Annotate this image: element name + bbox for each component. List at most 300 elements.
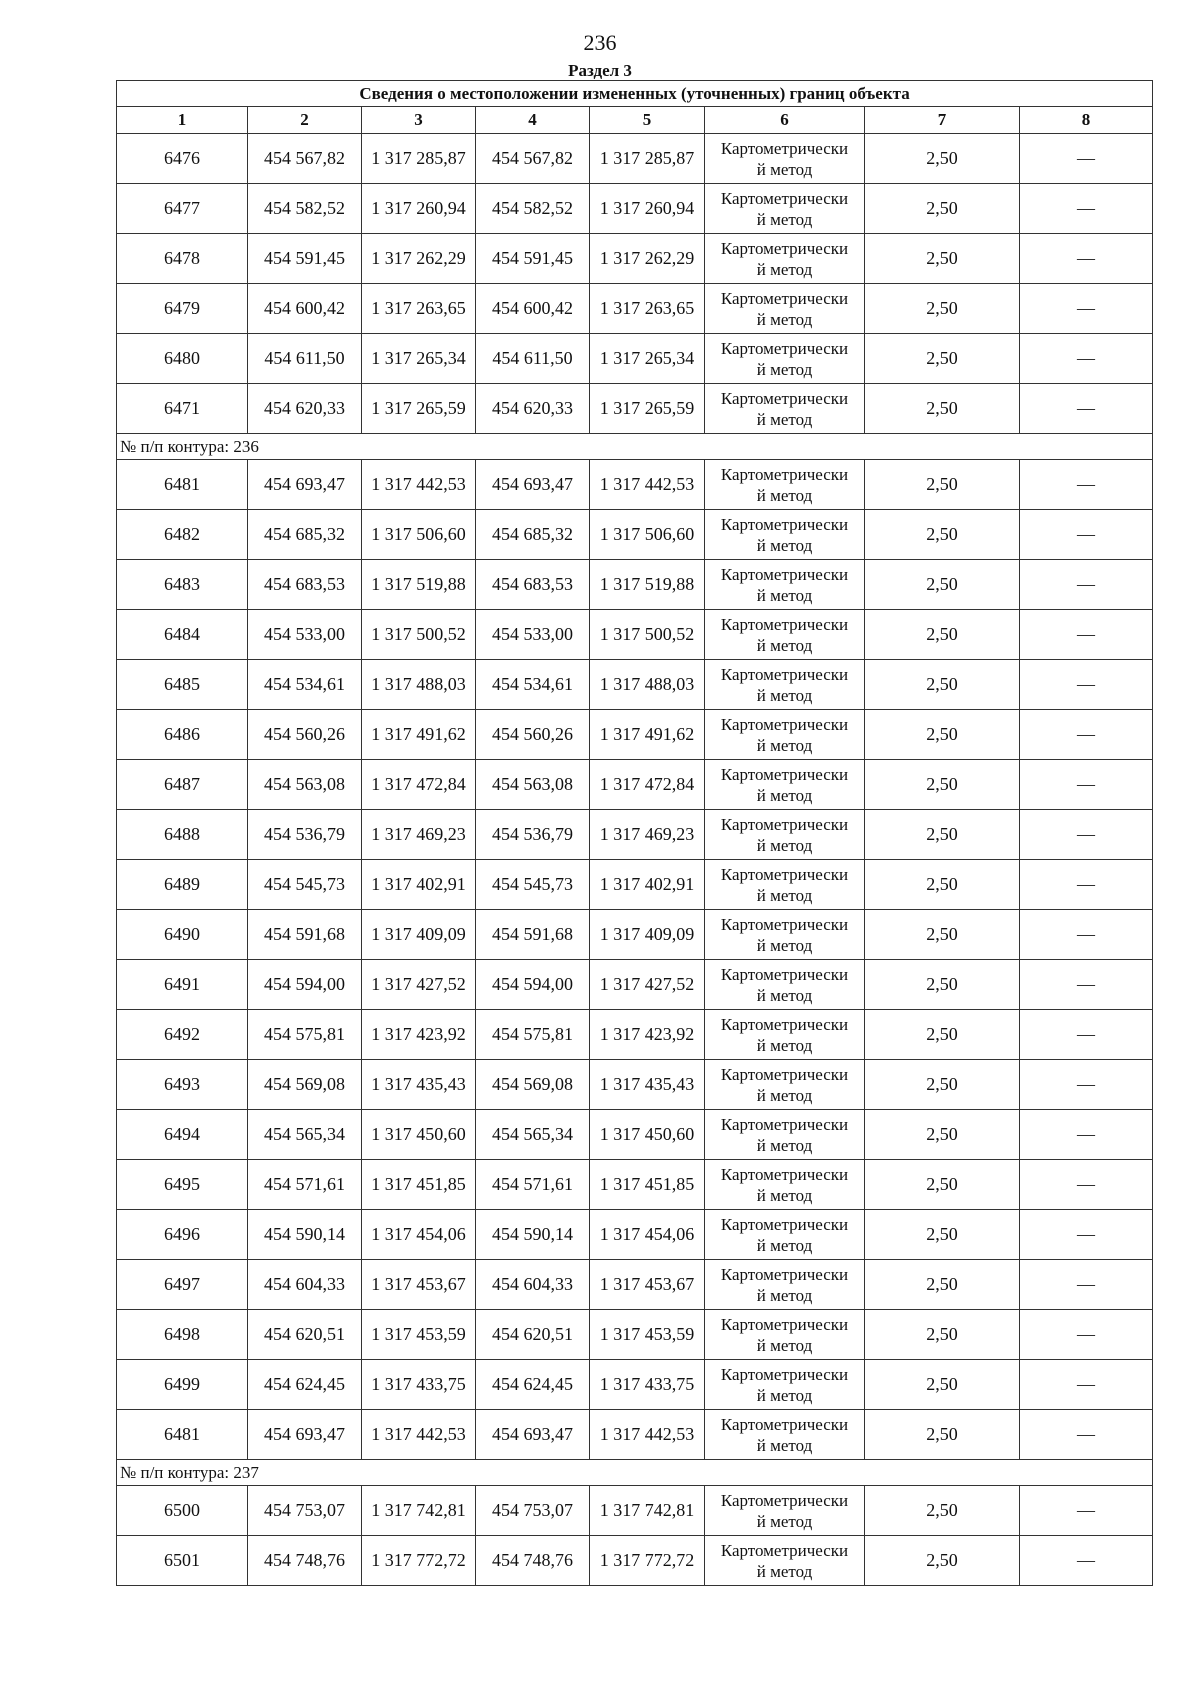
cell-method bbox=[705, 860, 865, 910]
cell-c2: 454 753,07 bbox=[248, 1486, 362, 1536]
cell-c7: 2,50 bbox=[865, 860, 1020, 910]
cell-c4: 454 575,81 bbox=[476, 1010, 590, 1060]
cell-method bbox=[705, 1110, 865, 1160]
cell-c1: 6496 bbox=[117, 1210, 248, 1260]
cell-c7: 2,50 bbox=[865, 810, 1020, 860]
table-row bbox=[117, 760, 1153, 810]
cell-method bbox=[705, 1260, 865, 1310]
cell-c7: 2,50 bbox=[865, 1010, 1020, 1060]
method-line-2: й метод bbox=[756, 1185, 813, 1205]
cell-c2: 454 620,51 bbox=[248, 1310, 362, 1360]
method-line-2: й метод bbox=[756, 209, 813, 229]
cell-c3: 1 317 500,52 bbox=[362, 610, 476, 660]
cell-c8: — bbox=[1020, 184, 1153, 234]
table-row bbox=[117, 560, 1153, 610]
cell-c5: 1 317 519,88 bbox=[590, 560, 705, 610]
cell-c7: 2,50 bbox=[865, 1210, 1020, 1260]
table-row bbox=[117, 134, 1153, 184]
method-line-1: Картометрически bbox=[720, 238, 849, 258]
cell-c5: 1 317 402,91 bbox=[590, 860, 705, 910]
cell-c7: 2,50 bbox=[865, 910, 1020, 960]
table-row bbox=[117, 460, 1153, 510]
cell-c5: 1 317 453,67 bbox=[590, 1260, 705, 1310]
cell-c4: 454 604,33 bbox=[476, 1260, 590, 1310]
cell-c4: 454 620,33 bbox=[476, 384, 590, 434]
cell-c4: 454 683,53 bbox=[476, 560, 590, 610]
cell-c4: 454 571,61 bbox=[476, 1160, 590, 1210]
cell-c1: 6477 bbox=[117, 184, 248, 234]
table-row bbox=[117, 610, 1153, 660]
method-line-1: Картометрически bbox=[720, 814, 849, 834]
cell-c3: 1 317 263,65 bbox=[362, 284, 476, 334]
cell-method bbox=[705, 560, 865, 610]
cell-c7: 2,50 bbox=[865, 560, 1020, 610]
cell-c3: 1 317 772,72 bbox=[362, 1536, 476, 1586]
method-line-1: Картометрически bbox=[720, 664, 849, 684]
cell-c8: — bbox=[1020, 1360, 1153, 1410]
cell-c5: 1 317 506,60 bbox=[590, 510, 705, 560]
method-line-1: Картометрически bbox=[720, 914, 849, 934]
cell-c1: 6500 bbox=[117, 1486, 248, 1536]
cell-c5: 1 317 453,59 bbox=[590, 1310, 705, 1360]
cell-c2: 454 567,82 bbox=[248, 134, 362, 184]
cell-c3: 1 317 472,84 bbox=[362, 760, 476, 810]
cell-c5: 1 317 488,03 bbox=[590, 660, 705, 710]
cell-method bbox=[705, 234, 865, 284]
cell-c8: — bbox=[1020, 1110, 1153, 1160]
cell-c5: 1 317 454,06 bbox=[590, 1210, 705, 1260]
cell-c5: 1 317 500,52 bbox=[590, 610, 705, 660]
cell-method bbox=[705, 1160, 865, 1210]
cell-c1: 6489 bbox=[117, 860, 248, 910]
cell-c2: 454 575,81 bbox=[248, 1010, 362, 1060]
cell-c7: 2,50 bbox=[865, 1410, 1020, 1460]
method-line-1: Картометрически bbox=[720, 564, 849, 584]
cell-c5: 1 317 265,34 bbox=[590, 334, 705, 384]
table-row bbox=[117, 510, 1153, 560]
method-line-1: Картометрически bbox=[720, 1490, 849, 1510]
cell-method bbox=[705, 710, 865, 760]
method-line-2: й метод bbox=[756, 359, 813, 379]
method-line-2: й метод bbox=[756, 1385, 813, 1405]
method-line-2: й метод bbox=[756, 1561, 813, 1581]
method-line-1: Картометрически bbox=[720, 864, 849, 884]
method-line-1: Картометрически bbox=[720, 388, 849, 408]
cell-c8: — bbox=[1020, 860, 1153, 910]
cell-c3: 1 317 265,59 bbox=[362, 384, 476, 434]
cell-c4: 454 611,50 bbox=[476, 334, 590, 384]
cell-c4: 454 533,00 bbox=[476, 610, 590, 660]
cell-c4: 454 748,76 bbox=[476, 1536, 590, 1586]
method-line-2: й метод bbox=[756, 685, 813, 705]
cell-method bbox=[705, 1010, 865, 1060]
cell-method bbox=[705, 960, 865, 1010]
cell-c1: 6479 bbox=[117, 284, 248, 334]
cell-c1: 6481 bbox=[117, 460, 248, 510]
method-line-2: й метод bbox=[756, 1135, 813, 1155]
cell-c8: — bbox=[1020, 710, 1153, 760]
column-number-header: 1 bbox=[117, 107, 248, 134]
cell-c2: 454 620,33 bbox=[248, 384, 362, 434]
cell-c4: 454 567,82 bbox=[476, 134, 590, 184]
method-line-1: Картометрически bbox=[720, 1264, 849, 1284]
cell-c8: — bbox=[1020, 1536, 1153, 1586]
column-number-header: 7 bbox=[865, 107, 1020, 134]
cell-c4: 454 753,07 bbox=[476, 1486, 590, 1536]
cell-c4: 454 624,45 bbox=[476, 1360, 590, 1410]
cell-c2: 454 693,47 bbox=[248, 460, 362, 510]
cell-c3: 1 317 285,87 bbox=[362, 134, 476, 184]
cell-c2: 454 591,45 bbox=[248, 234, 362, 284]
cell-c1: 6499 bbox=[117, 1360, 248, 1410]
cell-c2: 454 565,34 bbox=[248, 1110, 362, 1160]
cell-method bbox=[705, 810, 865, 860]
cell-c4: 454 685,32 bbox=[476, 510, 590, 560]
cell-c8: — bbox=[1020, 760, 1153, 810]
table-row bbox=[117, 334, 1153, 384]
method-line-2: й метод bbox=[756, 1085, 813, 1105]
method-line-1: Картометрически bbox=[720, 964, 849, 984]
cell-c7: 2,50 bbox=[865, 460, 1020, 510]
cell-c8: — bbox=[1020, 234, 1153, 284]
method-line-1: Картометрически bbox=[720, 1164, 849, 1184]
cell-c4: 454 693,47 bbox=[476, 1410, 590, 1460]
cell-c3: 1 317 423,92 bbox=[362, 1010, 476, 1060]
table-row bbox=[117, 1110, 1153, 1160]
page-number: 236 bbox=[583, 30, 617, 55]
column-number-header: 5 bbox=[590, 107, 705, 134]
method-line-1: Картометрически bbox=[720, 514, 849, 534]
cell-method bbox=[705, 134, 865, 184]
cell-c1: 6481 bbox=[117, 1410, 248, 1460]
cell-c4: 454 600,42 bbox=[476, 284, 590, 334]
column-number-header: 8 bbox=[1020, 107, 1153, 134]
cell-c2: 454 683,53 bbox=[248, 560, 362, 610]
cell-c8: — bbox=[1020, 960, 1153, 1010]
method-line-1: Картометрически bbox=[720, 1364, 849, 1384]
method-line-1: Картометрически bbox=[720, 288, 849, 308]
cell-c8: — bbox=[1020, 1310, 1153, 1360]
method-line-1: Картометрически bbox=[720, 1414, 849, 1434]
cell-c5: 1 317 260,94 bbox=[590, 184, 705, 234]
cell-c3: 1 317 409,09 bbox=[362, 910, 476, 960]
cell-c5: 1 317 469,23 bbox=[590, 810, 705, 860]
table-row bbox=[117, 660, 1153, 710]
column-number-row bbox=[117, 107, 1153, 134]
cell-c2: 454 604,33 bbox=[248, 1260, 362, 1310]
cell-c8: — bbox=[1020, 1486, 1153, 1536]
method-line-1: Картометрически bbox=[720, 138, 849, 158]
cell-c8: — bbox=[1020, 334, 1153, 384]
cell-c1: 6485 bbox=[117, 660, 248, 710]
cell-c7: 2,50 bbox=[865, 1160, 1020, 1210]
method-line-2: й метод bbox=[756, 1511, 813, 1531]
cell-c7: 2,50 bbox=[865, 1060, 1020, 1110]
method-line-1: Картометрически bbox=[720, 1064, 849, 1084]
cell-c4: 454 565,34 bbox=[476, 1110, 590, 1160]
cell-method bbox=[705, 284, 865, 334]
cell-method bbox=[705, 1210, 865, 1260]
cell-c3: 1 317 453,67 bbox=[362, 1260, 476, 1310]
cell-c8: — bbox=[1020, 1260, 1153, 1310]
cell-c1: 6471 bbox=[117, 384, 248, 434]
cell-c8: — bbox=[1020, 1160, 1153, 1210]
cell-method bbox=[705, 610, 865, 660]
cell-c1: 6494 bbox=[117, 1110, 248, 1160]
table-row bbox=[117, 1486, 1153, 1536]
cell-c5: 1 317 450,60 bbox=[590, 1110, 705, 1160]
cell-c3: 1 317 433,75 bbox=[362, 1360, 476, 1410]
column-number-header: 3 bbox=[362, 107, 476, 134]
cell-c2: 454 569,08 bbox=[248, 1060, 362, 1110]
method-line-2: й метод bbox=[756, 635, 813, 655]
table-row bbox=[117, 860, 1153, 910]
cell-c3: 1 317 491,62 bbox=[362, 710, 476, 760]
cell-c7: 2,50 bbox=[865, 1110, 1020, 1160]
table-row bbox=[117, 184, 1153, 234]
cell-c2: 454 563,08 bbox=[248, 760, 362, 810]
method-line-2: й метод bbox=[756, 835, 813, 855]
cell-c2: 454 582,52 bbox=[248, 184, 362, 234]
cell-method bbox=[705, 184, 865, 234]
cell-c5: 1 317 263,65 bbox=[590, 284, 705, 334]
cell-c4: 454 560,26 bbox=[476, 710, 590, 760]
cell-c5: 1 317 285,87 bbox=[590, 134, 705, 184]
cell-c5: 1 317 433,75 bbox=[590, 1360, 705, 1410]
contour-row bbox=[117, 1460, 1153, 1486]
cell-c1: 6476 bbox=[117, 134, 248, 184]
method-line-2: й метод bbox=[756, 409, 813, 429]
method-line-2: й метод bbox=[756, 159, 813, 179]
method-line-2: й метод bbox=[756, 985, 813, 1005]
method-line-1: Картометрически bbox=[720, 1214, 849, 1234]
cell-c4: 454 536,79 bbox=[476, 810, 590, 860]
cell-c5: 1 317 427,52 bbox=[590, 960, 705, 1010]
cell-c1: 6484 bbox=[117, 610, 248, 660]
cell-c1: 6486 bbox=[117, 710, 248, 760]
cell-c4: 454 563,08 bbox=[476, 760, 590, 810]
cell-c1: 6482 bbox=[117, 510, 248, 560]
cell-c5: 1 317 451,85 bbox=[590, 1160, 705, 1210]
table-row bbox=[117, 1060, 1153, 1110]
cell-c4: 454 693,47 bbox=[476, 460, 590, 510]
cell-c5: 1 317 442,53 bbox=[590, 1410, 705, 1460]
cell-c7: 2,50 bbox=[865, 660, 1020, 710]
boundary-coordinates-table bbox=[116, 80, 1153, 1586]
method-line-1: Картометрически bbox=[720, 464, 849, 484]
cell-c1: 6497 bbox=[117, 1260, 248, 1310]
cell-c8: — bbox=[1020, 510, 1153, 560]
cell-c3: 1 317 442,53 bbox=[362, 460, 476, 510]
cell-c4: 454 590,14 bbox=[476, 1210, 590, 1260]
cell-method bbox=[705, 1536, 865, 1586]
cell-c2: 454 534,61 bbox=[248, 660, 362, 710]
cell-c7: 2,50 bbox=[865, 1260, 1020, 1310]
cell-c1: 6487 bbox=[117, 760, 248, 810]
cell-c4: 454 534,61 bbox=[476, 660, 590, 710]
cell-c8: — bbox=[1020, 284, 1153, 334]
contour-label: № п/п контура: 237 bbox=[117, 1460, 1153, 1486]
cell-c8: — bbox=[1020, 660, 1153, 710]
method-line-2: й метод bbox=[756, 1335, 813, 1355]
cell-c2: 454 624,45 bbox=[248, 1360, 362, 1410]
cell-c3: 1 317 402,91 bbox=[362, 860, 476, 910]
table-row bbox=[117, 810, 1153, 860]
cell-c3: 1 317 519,88 bbox=[362, 560, 476, 610]
cell-c8: — bbox=[1020, 610, 1153, 660]
cell-c5: 1 317 472,84 bbox=[590, 760, 705, 810]
method-line-1: Картометрически bbox=[720, 338, 849, 358]
table-row bbox=[117, 284, 1153, 334]
cell-c7: 2,50 bbox=[865, 610, 1020, 660]
contour-label: № п/п контура: 236 bbox=[117, 434, 1153, 460]
cell-c3: 1 317 469,23 bbox=[362, 810, 476, 860]
cell-c5: 1 317 742,81 bbox=[590, 1486, 705, 1536]
cell-method bbox=[705, 910, 865, 960]
cell-c3: 1 317 260,94 bbox=[362, 184, 476, 234]
cell-c1: 6490 bbox=[117, 910, 248, 960]
cell-method bbox=[705, 334, 865, 384]
cell-c5: 1 317 409,09 bbox=[590, 910, 705, 960]
cell-c7: 2,50 bbox=[865, 1310, 1020, 1360]
cell-method bbox=[705, 384, 865, 434]
cell-c3: 1 317 488,03 bbox=[362, 660, 476, 710]
cell-c2: 454 536,79 bbox=[248, 810, 362, 860]
cell-c8: — bbox=[1020, 1060, 1153, 1110]
table-row bbox=[117, 384, 1153, 434]
method-line-2: й метод bbox=[756, 485, 813, 505]
cell-c7: 2,50 bbox=[865, 234, 1020, 284]
cell-c2: 454 591,68 bbox=[248, 910, 362, 960]
cell-c7: 2,50 bbox=[865, 710, 1020, 760]
cell-c3: 1 317 450,60 bbox=[362, 1110, 476, 1160]
cell-method bbox=[705, 1360, 865, 1410]
cell-method bbox=[705, 660, 865, 710]
cell-c3: 1 317 427,52 bbox=[362, 960, 476, 1010]
cell-c2: 454 748,76 bbox=[248, 1536, 362, 1586]
cell-c1: 6498 bbox=[117, 1310, 248, 1360]
cell-c2: 454 594,00 bbox=[248, 960, 362, 1010]
table-row bbox=[117, 1010, 1153, 1060]
cell-c1: 6478 bbox=[117, 234, 248, 284]
cell-c7: 2,50 bbox=[865, 134, 1020, 184]
method-line-2: й метод bbox=[756, 535, 813, 555]
cell-method bbox=[705, 460, 865, 510]
method-line-1: Картометрически bbox=[720, 1114, 849, 1134]
cell-method bbox=[705, 1060, 865, 1110]
cell-c1: 6483 bbox=[117, 560, 248, 610]
cell-c8: — bbox=[1020, 460, 1153, 510]
cell-c8: — bbox=[1020, 134, 1153, 184]
table-caption: Сведения о местоположении измененных (уточненных) границ объекта bbox=[117, 81, 1153, 107]
cell-c7: 2,50 bbox=[865, 1486, 1020, 1536]
cell-c8: — bbox=[1020, 560, 1153, 610]
table-row bbox=[117, 234, 1153, 284]
cell-c7: 2,50 bbox=[865, 184, 1020, 234]
method-line-1: Картометрически bbox=[720, 1540, 849, 1560]
method-line-1: Картометрически bbox=[720, 1314, 849, 1334]
cell-c2: 454 693,47 bbox=[248, 1410, 362, 1460]
cell-method bbox=[705, 1310, 865, 1360]
table-row bbox=[117, 910, 1153, 960]
cell-c4: 454 594,00 bbox=[476, 960, 590, 1010]
cell-c7: 2,50 bbox=[865, 334, 1020, 384]
table-row bbox=[117, 1160, 1153, 1210]
method-line-1: Картометрически bbox=[720, 1014, 849, 1034]
cell-c1: 6495 bbox=[117, 1160, 248, 1210]
cell-c1: 6492 bbox=[117, 1010, 248, 1060]
cell-c4: 454 569,08 bbox=[476, 1060, 590, 1110]
cell-c4: 454 582,52 bbox=[476, 184, 590, 234]
cell-c8: — bbox=[1020, 910, 1153, 960]
cell-c3: 1 317 451,85 bbox=[362, 1160, 476, 1210]
table-row bbox=[117, 1260, 1153, 1310]
method-line-2: й метод bbox=[756, 309, 813, 329]
cell-method bbox=[705, 510, 865, 560]
method-line-1: Картометрически bbox=[720, 714, 849, 734]
cell-c5: 1 317 423,92 bbox=[590, 1010, 705, 1060]
cell-c3: 1 317 262,29 bbox=[362, 234, 476, 284]
cell-c4: 454 620,51 bbox=[476, 1310, 590, 1360]
cell-c5: 1 317 262,29 bbox=[590, 234, 705, 284]
table-row bbox=[117, 1210, 1153, 1260]
method-line-2: й метод bbox=[756, 585, 813, 605]
cell-method bbox=[705, 1410, 865, 1460]
cell-c2: 454 571,61 bbox=[248, 1160, 362, 1210]
cell-c7: 2,50 bbox=[865, 510, 1020, 560]
method-line-2: й метод bbox=[756, 1285, 813, 1305]
cell-c7: 2,50 bbox=[865, 384, 1020, 434]
method-line-1: Картометрически bbox=[720, 188, 849, 208]
method-line-2: й метод bbox=[756, 785, 813, 805]
cell-c5: 1 317 435,43 bbox=[590, 1060, 705, 1110]
method-line-2: й метод bbox=[756, 1435, 813, 1455]
cell-c8: — bbox=[1020, 1410, 1153, 1460]
cell-c4: 454 591,45 bbox=[476, 234, 590, 284]
cell-c8: — bbox=[1020, 384, 1153, 434]
cell-c5: 1 317 265,59 bbox=[590, 384, 705, 434]
cell-c7: 2,50 bbox=[865, 960, 1020, 1010]
cell-c8: — bbox=[1020, 810, 1153, 860]
section-title: Раздел 3 bbox=[568, 61, 632, 80]
method-line-1: Картометрически bbox=[720, 614, 849, 634]
cell-c7: 2,50 bbox=[865, 760, 1020, 810]
table-row bbox=[117, 1410, 1153, 1460]
cell-c2: 454 611,50 bbox=[248, 334, 362, 384]
cell-method bbox=[705, 760, 865, 810]
cell-c4: 454 591,68 bbox=[476, 910, 590, 960]
cell-c2: 454 685,32 bbox=[248, 510, 362, 560]
cell-c2: 454 560,26 bbox=[248, 710, 362, 760]
cell-c3: 1 317 435,43 bbox=[362, 1060, 476, 1110]
column-number-header: 6 bbox=[705, 107, 865, 134]
table-row bbox=[117, 1536, 1153, 1586]
cell-c2: 454 545,73 bbox=[248, 860, 362, 910]
cell-c7: 2,50 bbox=[865, 284, 1020, 334]
cell-c5: 1 317 491,62 bbox=[590, 710, 705, 760]
method-line-2: й метод bbox=[756, 735, 813, 755]
table-row bbox=[117, 960, 1153, 1010]
table-row bbox=[117, 1360, 1153, 1410]
cell-c3: 1 317 454,06 bbox=[362, 1210, 476, 1260]
method-line-1: Картометрически bbox=[720, 764, 849, 784]
method-line-2: й метод bbox=[756, 259, 813, 279]
cell-c5: 1 317 772,72 bbox=[590, 1536, 705, 1586]
method-line-2: й метод bbox=[756, 885, 813, 905]
method-line-2: й метод bbox=[756, 1035, 813, 1055]
cell-c2: 454 533,00 bbox=[248, 610, 362, 660]
cell-method bbox=[705, 1486, 865, 1536]
